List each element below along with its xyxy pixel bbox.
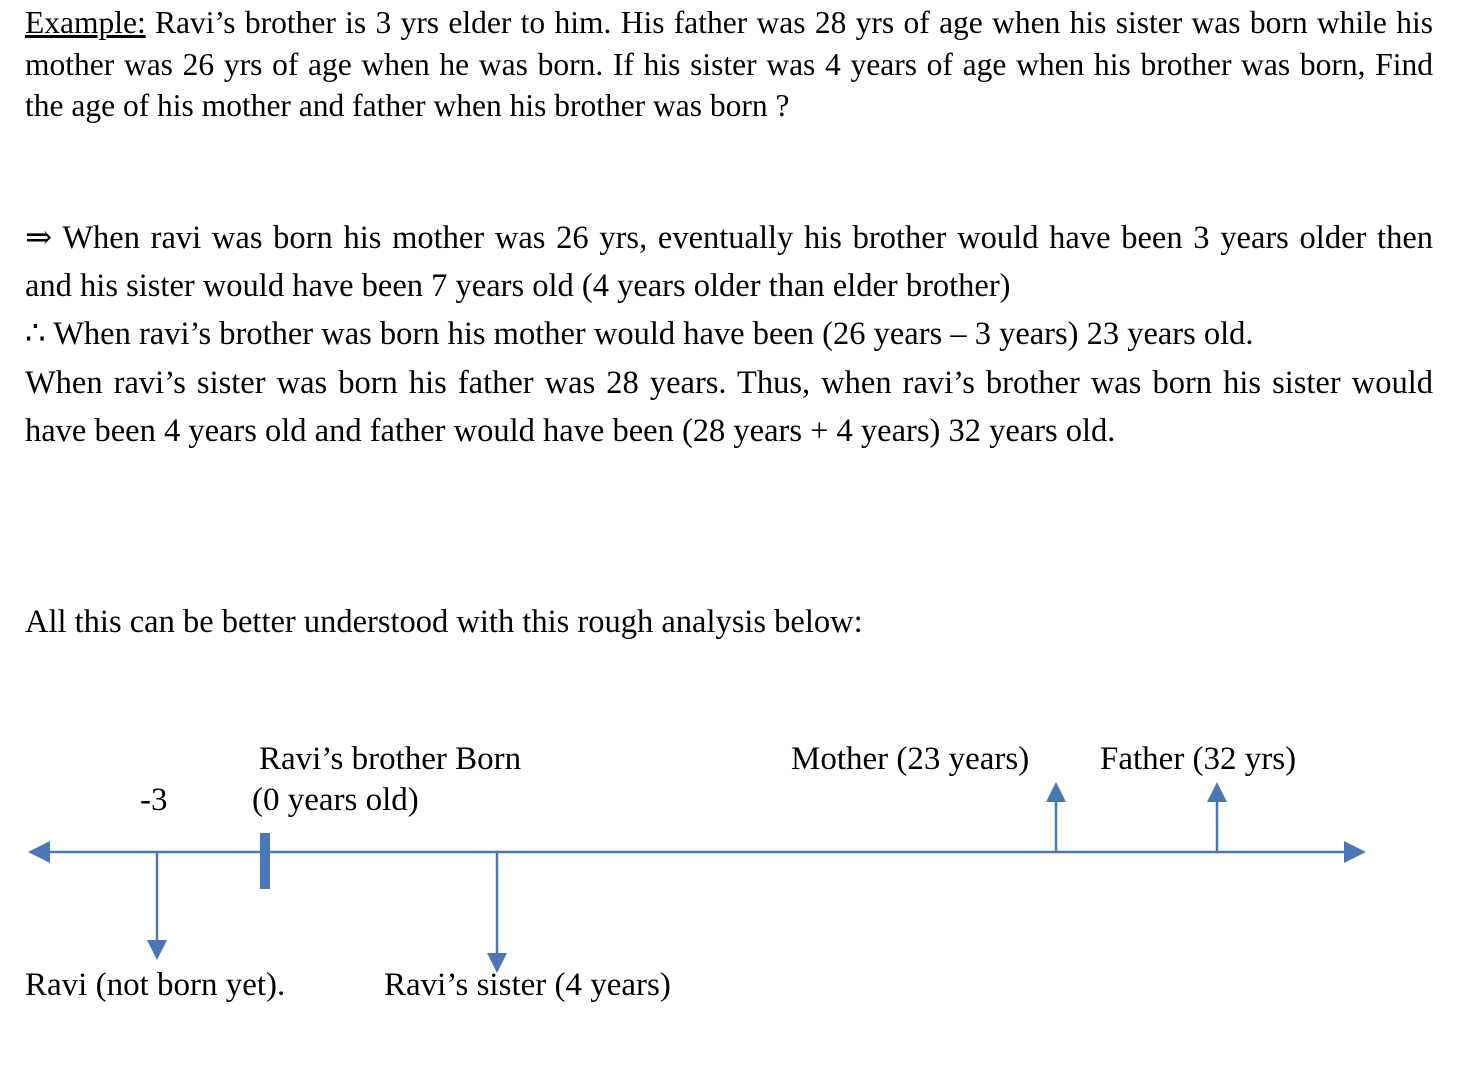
solution-line-2: ∴ When ravi’s brother was born his mother would have been (26 years – 3 years) 23 years old. xyxy=(25,316,1254,353)
ravi-down-arrow-icon xyxy=(147,940,167,960)
question-text: Ravi’s brother is 3 yrs elder to him. His father was 28 yrs of age when his sister was born while his mother was 26 yrs of age when he was born. If his sister was 4 years of age when his brother was born, Find the age of his mother and father when his brother was born ? xyxy=(25,5,1433,123)
solution-line-3: When ravi’s sister was born his father was 28 years. Thus, when ravi’s brother was born his sister would have been 4 years old and father would have been (28 years + 4 years) 32 years old. xyxy=(25,364,1433,449)
sister-label: Ravi’s sister (4 years) xyxy=(384,967,671,1003)
solution-line-1: ⇒ When ravi was born his mother was 26 yrs, eventually his brother would have been 3 years older then and his sister would have been 7 years old (4 years older than elder brother) xyxy=(25,220,1433,305)
axis-right-arrow-icon xyxy=(1344,841,1366,863)
father-up-arrow-icon xyxy=(1207,782,1227,802)
ravi-label: Ravi (not born yet). xyxy=(25,967,286,1003)
summary-text: All this can be better understood with this rough analysis below: xyxy=(25,604,863,640)
minus-three-label: -3 xyxy=(140,782,168,818)
brother-born-label: Ravi’s brother Born xyxy=(259,741,522,777)
brother-born-marker xyxy=(260,833,270,889)
mother-up-arrow-icon xyxy=(1046,782,1066,802)
example-label: Example: xyxy=(25,5,146,40)
brother-age-label: (0 years old) xyxy=(252,782,419,818)
axis-left-arrow-icon xyxy=(28,841,50,863)
father-label: Father (32 yrs) xyxy=(1100,741,1297,777)
mother-label: Mother (23 years) xyxy=(791,741,1030,777)
